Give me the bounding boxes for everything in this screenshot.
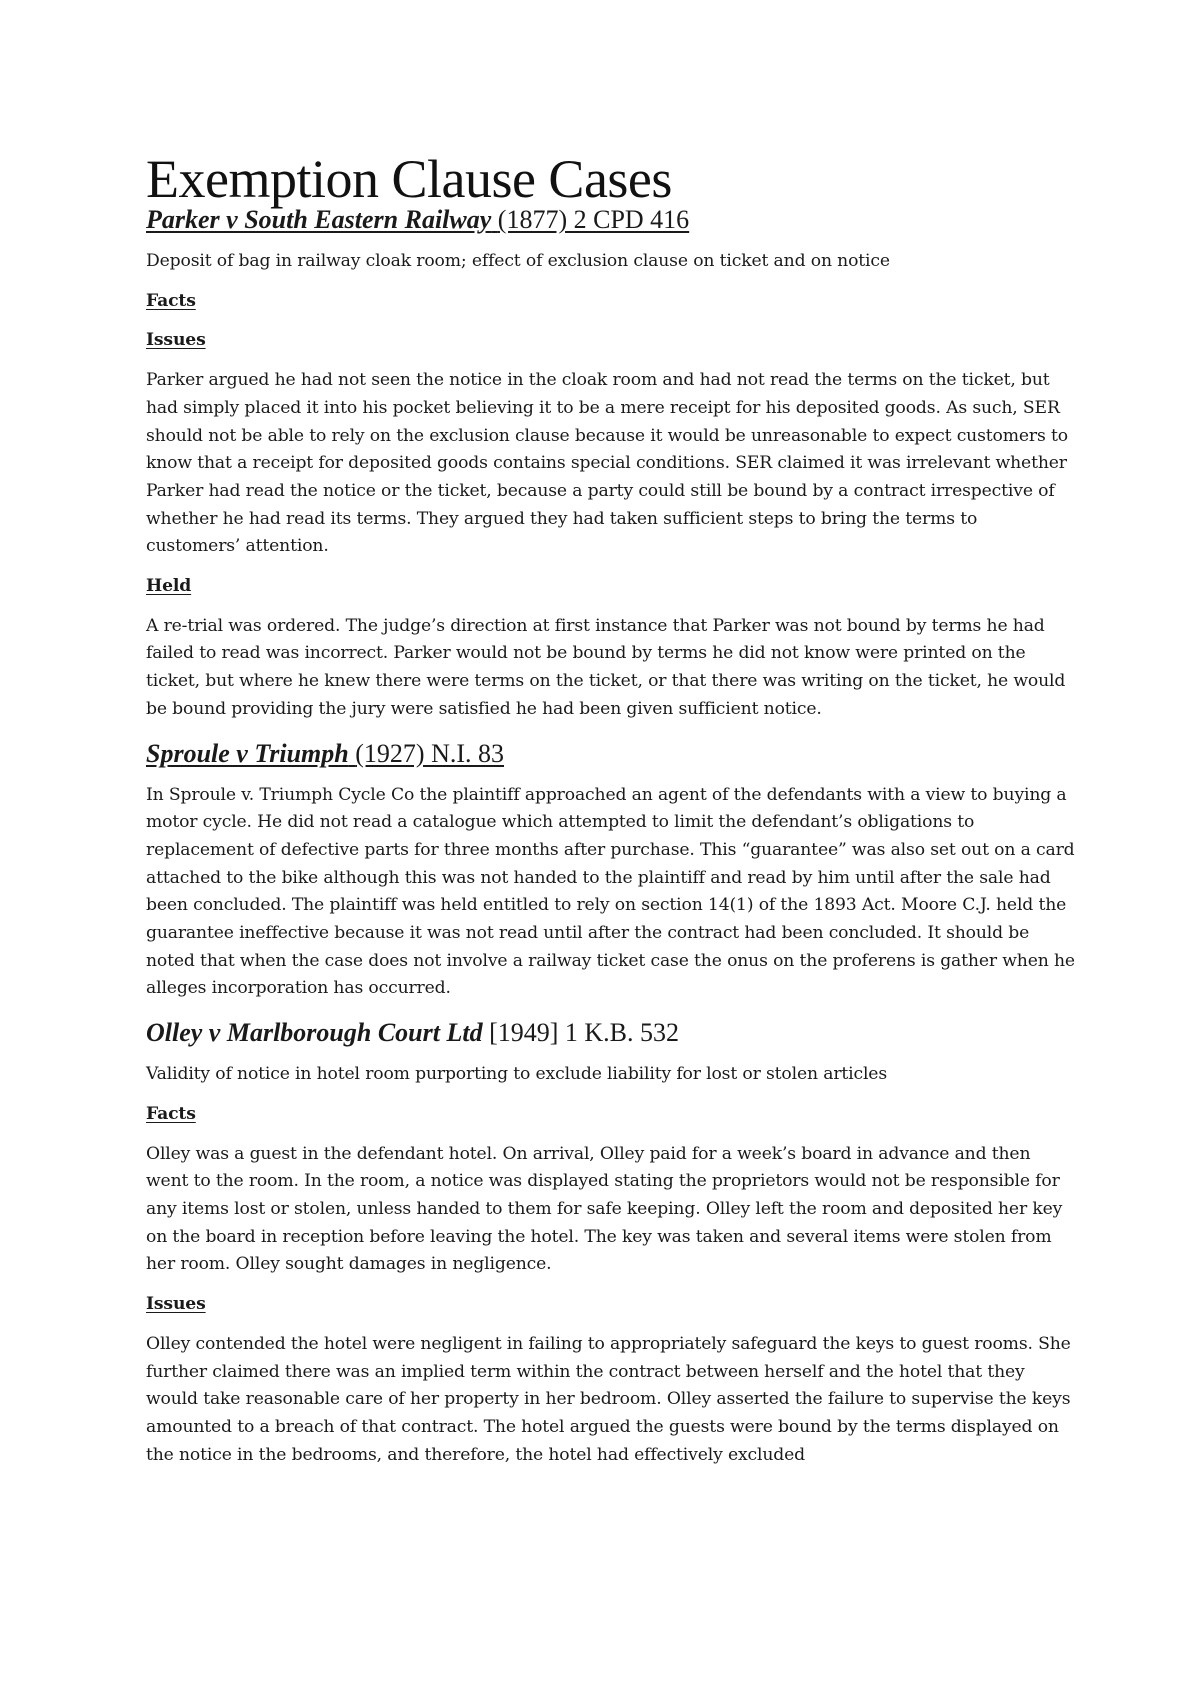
case-summary: Deposit of bag in railway cloak room; effect of exclusion clause on ticket and on notice — [146, 251, 890, 271]
held-paragraph: A re-trial was ordered. The judge’s direction at first instance that Parker was not bound by terms he had failed to read was incorrect. Parker would not be bound by terms he did not know were printed on the ticket, but where he knew there were terms on the ticket, or that there was writing on the ticket, he would be bound providing the jury were satisfied he had been given sufficient notice. — [146, 615, 1066, 719]
case-heading-olley — [146, 1017, 1076, 1049]
case-name: Parker v South Eastern Railway — [146, 205, 492, 234]
facts-paragraph: Olley was a guest in the defendant hotel. On arrival, Olley paid for a week’s board in advance and then went to the room. In the room, a notice was displayed stating the proprietors would not be responsible for any items lost or stolen, unless handed to them for safe keeping. Olley left the room and deposited her key on the board in reception before leaving the hotel. The key was taken and several items were stolen from her room. Olley sought damages in negligence. — [146, 1143, 1063, 1275]
case-citation: (1877) 2 CPD 416 — [497, 205, 690, 234]
facts-label: Facts — [146, 1103, 196, 1124]
document-title: Exemption Clause Cases — [146, 149, 672, 209]
case-citation: [1949] 1 K.B. 532 — [489, 1018, 680, 1048]
case-name: Sproule v Triumph — [146, 738, 349, 768]
case-heading-sproule — [146, 738, 1076, 770]
case-citation: (1927) N.I. 83 — [355, 738, 505, 768]
case-heading-parker — [146, 204, 1076, 236]
issues-label: Issues — [146, 330, 206, 351]
case-summary: Validity of notice in hotel room purporting to exclude liability for lost or stolen articles — [146, 1064, 887, 1085]
case-name: Olley v Marlborough Court Ltd — [146, 1018, 483, 1048]
document-page — [146, 148, 1076, 1469]
held-label: Held — [146, 576, 192, 597]
facts-label: Facts — [146, 290, 196, 311]
issues-paragraph: Parker argued he had not seen the notice in the cloak room and had not read the terms on the ticket, but had simply placed it into his pocket believing it to be a mere receipt for his deposited goods. As such, SER should not be able to rely on the exclusion clause because it would be unreasonable to expect customers to know that a receipt for deposited goods contains special conditions. SER claimed it was irrelevant whether Parker had read the notice or the ticket, because a party could still be bound by a contract irrespective of whether he had read its terms. They argued they had taken sufficient steps to bring the terms to customers’ attention. — [146, 370, 1068, 557]
issues-label: Issues — [146, 1294, 206, 1315]
issues-paragraph: Olley contended the hotel were negligent in failing to appropriately safeguard the keys to guest rooms. She further claimed there was an implied term within the contract between herself and the hotel that they would take reasonable care of her property in her bedroom. Olley asserted the failure to supervise the keys amounted to a breach of that contract. The hotel argued the guests were bound by the terms displayed on the notice in the bedrooms, and therefore, the hotel had effectively excluded — [146, 1333, 1071, 1465]
case-paragraph: In Sproule v. Triumph Cycle Co the plaintiff approached an agent of the defendants with a view to buying a motor cycle. He did not read a catalogue which attempted to limit the defendant’s obligations to replacement of defective parts for three months after purchase. This “guarantee” was also set out on a card attached to the bike although this was not handed to the plaintiff and read by him until after the sale had been concluded. The plaintiff was held entitled to rely on section 14(1) of the 1893 Act. Moore C.J. held the guarantee ineffective because it was not read until after the contract had been concluded. It should be noted that when the case does not involve a railway ticket case the onus on the proferens is gather when he alleges incorporation has occurred. — [146, 784, 1075, 999]
